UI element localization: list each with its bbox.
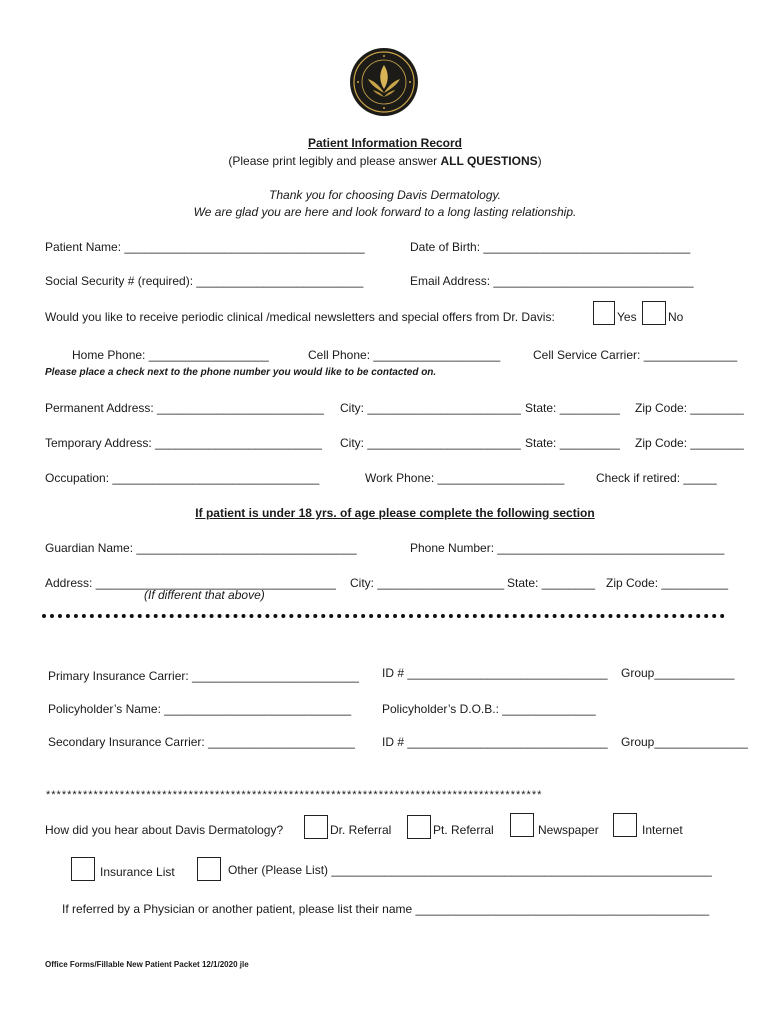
form-subtitle (0, 154, 770, 168)
temporary-city-field[interactable]: City: _______________________ (340, 436, 521, 450)
permanent-address-field[interactable]: Permanent Address: _________________________ (45, 401, 324, 415)
primary-id-field[interactable]: ID # ______________________________ (382, 666, 608, 680)
ssn-field[interactable]: Social Security # (required): _________________________ (45, 274, 364, 288)
permanent-city-field[interactable]: City: _______________________ (340, 401, 521, 415)
subtitle-suffix: ) (537, 154, 542, 168)
guardian-phone-field[interactable]: Phone Number: __________________________________ (410, 541, 725, 555)
dr-referral-label: Dr. Referral (330, 823, 392, 837)
policyholder-dob-field[interactable]: Policyholder’s D.O.B.: ______________ (382, 702, 596, 716)
subtitle-prefix: (Please print legibly and please answer (228, 154, 441, 168)
home-phone-field[interactable]: Home Phone: __________________ (72, 348, 269, 362)
guardian-address-hint: (If different that above) (144, 588, 265, 602)
davis-dermatology-logo (349, 47, 419, 117)
guardian-address-field[interactable]: Address: ____________________________________ (45, 576, 336, 590)
occupation-field[interactable]: Occupation: _______________________________ (45, 471, 320, 485)
guardian-name-field[interactable]: Guardian Name: _________________________________ (45, 541, 357, 555)
guardian-state-field[interactable]: State: ________ (507, 576, 596, 590)
newsletter-yes-label: Yes (617, 310, 637, 324)
thanks-line-2: We are glad you are here and look forward to a long lasting relationship. (193, 205, 577, 219)
newsletter-no-checkbox[interactable] (642, 301, 666, 325)
email-field[interactable]: Email Address: ______________________________ (410, 274, 694, 288)
work-phone-field[interactable]: Work Phone: ___________________ (365, 471, 565, 485)
referral-question: How did you hear about Davis Dermatology? (45, 823, 284, 837)
temporary-address-field[interactable]: Temporary Address: _________________________ (45, 436, 322, 450)
cell-carrier-field[interactable]: Cell Service Carrier: ______________ (533, 348, 738, 362)
other-field[interactable]: Other (Please List) _________________________________________________________ (228, 863, 712, 877)
referred-by-field[interactable]: If referred by a Physician or another patient, please list their name ____________________________________________ (62, 902, 710, 916)
primary-group-field[interactable]: Group____________ (621, 666, 735, 680)
cell-phone-field[interactable]: Cell Phone: ___________________ (308, 348, 501, 362)
guardian-zip-field[interactable]: Zip Code: __________ (606, 576, 729, 590)
newsletter-yes-checkbox[interactable] (593, 301, 615, 325)
temporary-zip-field[interactable]: Zip Code: ________ (635, 436, 744, 450)
permanent-zip-field[interactable]: Zip Code: ________ (635, 401, 744, 415)
internet-checkbox[interactable] (613, 813, 637, 837)
pt-referral-label: Pt. Referral (433, 823, 494, 837)
newspaper-checkbox[interactable] (510, 813, 534, 837)
guardian-section-heading: If patient is under 18 yrs. of age please complete the following section (195, 506, 595, 520)
policyholder-name-field[interactable]: Policyholder’s Name: ____________________________ (48, 702, 352, 716)
star-divider: ********************************************************************************************** (46, 789, 543, 801)
patient-name-field[interactable]: Patient Name: ____________________________________ (45, 240, 365, 254)
secondary-group-field[interactable]: Group______________ (621, 735, 748, 749)
permanent-state-field[interactable]: State: _________ (525, 401, 620, 415)
date-of-birth-field[interactable]: Date of Birth: _______________________________ (410, 240, 691, 254)
temporary-state-field[interactable]: State: _________ (525, 436, 620, 450)
insurance-list-label: Insurance List (100, 865, 175, 879)
subtitle-emphasis: ALL QUESTIONS (440, 154, 538, 168)
secondary-id-field[interactable]: ID # ______________________________ (382, 735, 608, 749)
insurance-list-checkbox[interactable] (71, 857, 95, 881)
footer-note: Office Forms/Fillable New Patient Packet 12/1/2020 jle (45, 960, 249, 969)
newsletter-no-label: No (668, 310, 684, 324)
thanks-line-1: Thank you for choosing Davis Dermatology. (269, 188, 501, 202)
primary-insurance-field[interactable]: Primary Insurance Carrier: _________________________ (48, 669, 359, 683)
guardian-city-field[interactable]: City: ___________________ (350, 576, 505, 590)
newspaper-label: Newspaper (538, 823, 599, 837)
newsletter-question: Would you like to receive periodic clinical /medical newsletters and special offers from Dr. Davis: (45, 310, 555, 324)
other-checkbox[interactable] (197, 857, 221, 881)
secondary-insurance-field[interactable]: Secondary Insurance Carrier: ______________________ (48, 735, 355, 749)
form-title: Patient Information Record (307, 136, 462, 150)
retired-field[interactable]: Check if retired: _____ (596, 471, 717, 485)
dr-referral-checkbox[interactable] (304, 815, 328, 839)
internet-label: Internet (642, 823, 683, 837)
pt-referral-checkbox[interactable] (407, 815, 431, 839)
section-divider (42, 614, 725, 618)
phone-contact-note: Please place a check next to the phone number you would like to be contacted on. (45, 367, 437, 378)
